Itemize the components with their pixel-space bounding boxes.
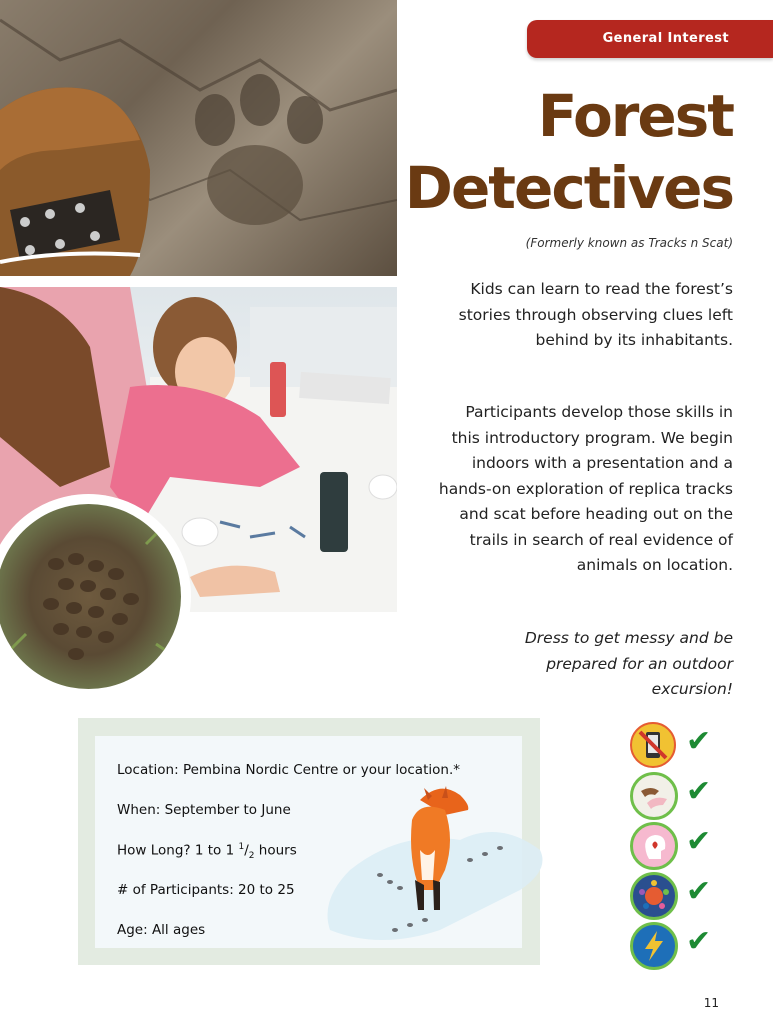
check-icon: ✔ [686, 724, 712, 759]
photo-boot-and-track [0, 0, 397, 276]
scat-illustration [0, 504, 181, 689]
info-participants: # of Participants: 20 to 25 [117, 882, 295, 898]
check-icon: ✔ [686, 824, 712, 859]
note-paragraph: Dress to get messy and be prepared for an outdoor excursion! [524, 629, 733, 698]
info-how-long: How Long? 1 to 1 $^1/_2$ hours [117, 842, 297, 862]
hands-icon [630, 772, 678, 820]
no-phone-icon [630, 722, 676, 768]
title-line-2: Detectives [404, 154, 733, 222]
check-icon: ✔ [686, 924, 712, 959]
community-icon [630, 872, 678, 920]
fox-snow-svg [320, 780, 550, 950]
page-number: 11 [703, 996, 719, 1010]
feature-row-no-phone [630, 722, 730, 766]
check-icon: ✔ [686, 774, 712, 809]
category-badge-label: General Interest [602, 31, 729, 46]
intro-paragraph: Kids can learn to read the forest’s stories through observing clues left behind by its inhabitants. [458, 280, 733, 349]
info-how-long-fraction-numerator: 1 [238, 842, 245, 852]
info-how-long-fraction-denominator: 2 [248, 851, 255, 862]
feature-row-head-heart [630, 822, 730, 866]
page-title [405, 80, 733, 224]
subtitle: (Formerly known as Tracks n Scat) [525, 236, 733, 250]
info-location: Location: Pembina Nordic Centre or your location.* [117, 762, 460, 778]
description-paragraph: Participants develop those skills in this introductory program. We begin indoors with a presentation and a hands-on exploration of replica tracks and scat before heading out on the trails in search of real evidence of animals on location. [438, 403, 733, 574]
info-how-long-suffix: hours [254, 842, 297, 859]
boot-track-illustration [0, 0, 397, 276]
fox-illustration [320, 780, 550, 950]
feature-row-hands [630, 772, 730, 816]
lightning-icon [630, 922, 678, 970]
title-line-1: Forest [537, 82, 733, 150]
info-when: When: September to June [117, 802, 291, 818]
info-age: Age: All ages [117, 922, 206, 938]
feature-row-lightning [630, 922, 730, 966]
feature-row-community [630, 872, 730, 916]
info-how-long-prefix: How Long? 1 to 1 [117, 842, 239, 859]
photo-scat-circle [0, 494, 191, 699]
check-icon: ✔ [686, 874, 712, 909]
head-heart-icon [630, 822, 678, 870]
category-badge [527, 20, 773, 58]
